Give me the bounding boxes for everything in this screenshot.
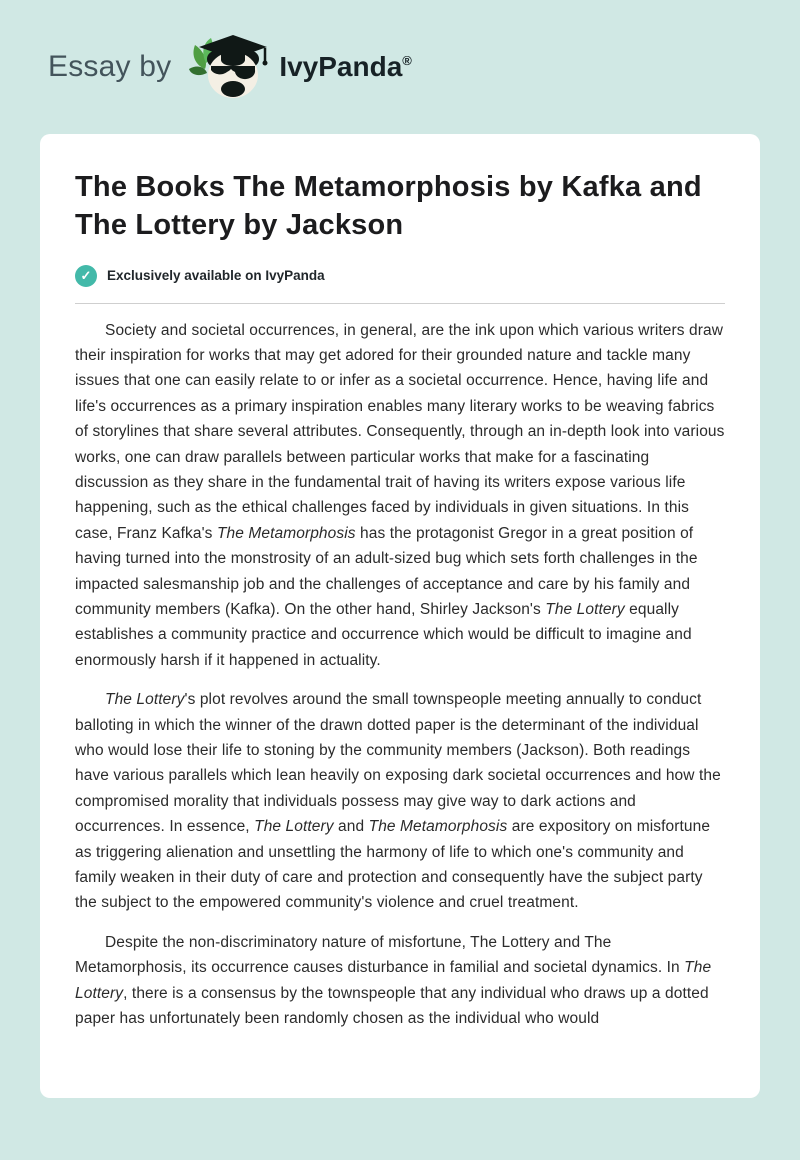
- page-header: [0, 0, 800, 134]
- availability-badge: [75, 265, 725, 287]
- essay-body: [75, 318, 725, 1032]
- brand-name: IvyPanda ®: [279, 51, 412, 82]
- essay-by-label: Essay by: [48, 50, 172, 83]
- essay-paragraph: Society and societal occurrences, in general, are the ink upon which various writers draw their inspiration for works that may get adored for their grounded nature and tackle many issues that one can easily relate to or infer as a societal occurrence. Hence, having life and life's occurrences as a primary inspiration enables many literary works to be weaving fabrics of storylines that share several attributes. Consequently, through an in-depth look into various works, one can draw parallels between particular works that make for a fascinating discussion as they share in the fundamental trait of having its writers expose various life happening, such as the ethical challenges faced by individuals in given situations. In this case, Franz Kafka's The Metamorphosis has the protagonist Gregor in a great position of having turned into the monstrosity of an adult-sized bug which sets forth challenges in the impacted salesmanship job and the challenges of acceptance and care by his family and community members (Kafka). On the other hand, Shirley Jackson's The Lottery equally establishes a community practice and occurrence which would be difficult to imagine and enormously harsh if it happened in actuality.: [75, 321, 725, 669]
- brand-link[interactable]: [189, 33, 412, 101]
- check-icon: ✓: [75, 265, 97, 287]
- essay-paragraph: Despite the non-discriminatory nature of misfortune, The Lottery and The Metamorphosis, its occurrence causes disturbance in familial and societal dynamics. In The Lottery, there is a consensus by the townspeople that any individual who draws up a dotted paper has unfortunately been randomly chosen as the individual who would: [75, 933, 712, 1028]
- divider: [75, 303, 725, 304]
- essay-card: [40, 134, 760, 1098]
- panda-graduate-logo-icon: [189, 33, 269, 101]
- registered-mark: ®: [402, 53, 412, 68]
- page-title: The Books The Metamorphosis by Kafka and The Lottery by Jackson: [75, 171, 702, 242]
- essay-paragraph: The Lottery's plot revolves around the small townspeople meeting annually to conduct balloting in which the winner of the drawn dotted paper is the determinant of the individual who would lose their life to stoning by the community members (Jackson). Both readings have various parallels which lean heavily on exposing dark societal occurrences and how the compromised morality that individuals possess may give way to dark actions and occurrences. In essence, The Lottery and The Metamorphosis are expository on misfortune as triggering alienation and unsettling the harmony of life to which one's community and family weaken in their duty of care and protection and consequently have the subject party the subject to the empowered community's violence and cruel treatment.: [75, 691, 721, 912]
- availability-text: Exclusively available on IvyPanda: [107, 268, 325, 284]
